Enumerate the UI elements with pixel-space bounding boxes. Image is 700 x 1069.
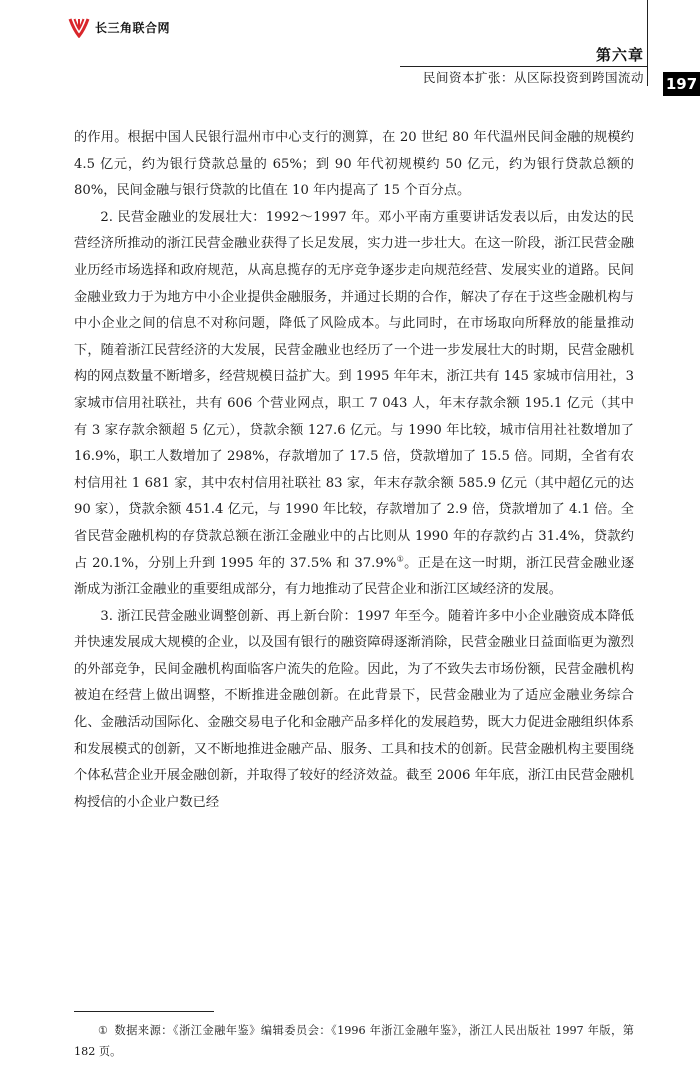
header-rule xyxy=(400,66,647,67)
site-logo xyxy=(68,16,170,38)
site-name: 长三角联合网 xyxy=(95,20,171,35)
paragraph-2 xyxy=(74,205,634,604)
paragraph-2-text: 2. 民营金融业的发展壮大：1992～1997 年。邓小平南方重要讲话发表以后，由发达的民营经济所推动的浙江民营金融业获得了长足发展，实力进一步壮大。在这一阶段，浙江民营金融业历经市场选择和政府规范，从高息揽存的无序竞争逐步走向规范经营、发展实业的道路。民间金融业致力于为地方中小企业提供金融服务，并通过长期的合作，解决了存在于这些金融机构与中小企业之间的信息不对称问题，降低了风险成本。与此同时，在市场取向所释放的能量推动下，随着浙江民营经济的大发展，民营金融业也经历了一个进一步发展壮大的时期，民营金融机构的网点数量不断增多，经营规模日益扩大。到 1995 年年末，浙江共有 145 家城市信用社，3 家城市信用社联社，共有 606 个营业网点，职工 7 043 人，年末存款余额 195.1 亿元（其中有 3 家存款余额超 5 亿元），贷款余额 127.6 亿元。与 1990 年比较，城市信用社社数增加了 16.9%，职工人数增加了 298%，存款增加了 17.5 倍，贷款增加了 15.5 倍。同期，全省有农村信用社 1 681 家，其中农村信用社联社 83 家，年末存款余额 585.9 亿元（其中超亿元的达 90 家），贷款余额 451.4 亿元，与 1990 年比较，存款增加了 2.9 倍，贷款增加了 4.1 倍。全省民营金融机构的存贷款总额在浙江金融业中的占比则从 1990 年的存款约占 31.4%，贷款约占 20.1%，分别上升到 1995 年的 37.5% 和 37.9% xyxy=(74,209,634,571)
paragraph-2-tail: 。正是在这一时期，浙江民营金融业逐渐成为浙江金融业的重要组成部分，有力地推动了民营企业和浙江区域经济的发展。 xyxy=(74,555,635,598)
footnote-marker: ① xyxy=(98,1024,109,1037)
header-vertical-rule xyxy=(647,0,648,86)
logo-icon xyxy=(68,16,90,38)
footnote xyxy=(74,1020,634,1062)
body-text xyxy=(74,125,634,816)
page-number: 197 xyxy=(663,72,700,96)
paragraph-1: 的作用。根据中国人民银行温州市中心支行的测算，在 20 世纪 80 年代温州民间金融的规模约 4.5 亿元，约为银行贷款总量的 65%；到 90 年代初规模约 50 亿元，约为银行贷款总额的 80%，民间金融与银行贷款的比值在 10 年内提高了 15 个百分点。 xyxy=(74,130,634,199)
chapter-title: 民间资本扩张：从区际投资到跨国流动 xyxy=(422,70,644,85)
footnote-text: 数据来源：《浙江金融年鉴》编辑委员会：《1996 年浙江金融年鉴》，浙江人民出版社 1997 年版，第 182 页。 xyxy=(74,1024,634,1058)
footnote-rule xyxy=(74,1011,214,1012)
chapter-label: 第六章 xyxy=(595,46,644,64)
footnote-ref: ① xyxy=(396,554,405,564)
paragraph-3: 3. 浙江民营金融业调整创新、再上新台阶：1997 年至今。随着许多中小企业融资成本降低并快速发展成大规模的企业，以及国有银行的融资障碍逐渐消除，民营金融业日益面临更为激烈的外部竞争，民间金融机构面临客户流失的危险。因此，为了不致失去市场份额，民营金融机构被迫在经营上做出调整，不断推进金融创新。在此背景下，民营金融业为了适应金融业务综合化、金融活动国际化、金融交易电子化和金融产品多样化的发展趋势，既大力促进金融组织体系和发展模式的创新，又不断地推进金融产品、服务、工具和技术的创新。民营金融机构主要围绕个体私营企业开展金融创新，并取得了较好的经济效益。截至 2006 年年底，浙江由民营金融机构授信的小企业户数已经 xyxy=(74,608,634,810)
